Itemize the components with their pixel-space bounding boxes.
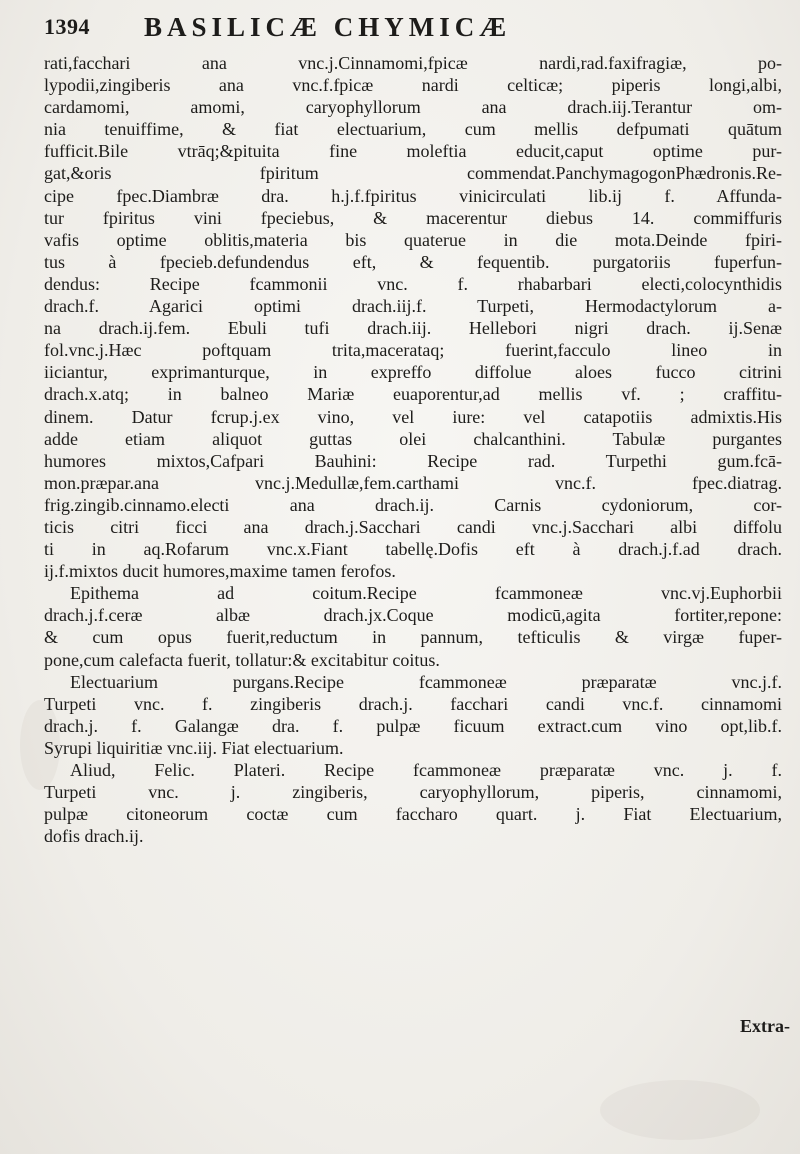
text-line: ti in aq.Rofarum vnc.x.Fiant tabellę.Dofis eft à drach.j.f.ad drach.	[44, 539, 782, 560]
text-line: rati,facchari ana vnc.j.Cinnamomi,fpicæ nardi,rad.faxifragiæ, po-	[44, 53, 782, 73]
text-line: Epithema ad coitum.Recipe fcammoneæ vnc.vj.Euphorbii	[70, 583, 782, 604]
text-line: drach.j.f.ceræ albæ drach.jx.Coque modicū,agita fortiter,repone:	[44, 605, 782, 626]
text-line: tur fpiritus vini fpeciebus, & macerentur diebus 14. commiffuris	[44, 207, 782, 228]
text-line: adde etiam aliquot guttas olei chalcanthini. Tabulæ purgantes	[44, 428, 782, 449]
text-line: dendus: Recipe fcammonii vnc. f. rhabarbari electi,colocynthidis	[44, 273, 782, 294]
text-line: fol.vnc.j.Hæc poftquam trita,macerataq; fuerint,facculo lineo in	[44, 340, 782, 361]
text-line: drach.f. Agarici optimi drach.iij.f. Turpeti, Hermodactylorum a-	[44, 296, 782, 317]
text-line: frig.zingib.cinnamo.electi ana drach.ij. Carnis cydoniorum, cor-	[44, 494, 782, 515]
page-number: 1394	[44, 14, 90, 39]
text-line: lypodii,zingiberis ana vnc.f.fpicæ nardi celticæ; piperis longi,albi,	[44, 75, 782, 96]
text-line: drach.j. f. Galangæ dra. f. pulpæ ficuum extract.cum vino opt,lib.f.	[44, 715, 782, 736]
text-line: tus à fpecieb.defundendus eft, & fequentib. purgatoriis fuperfun-	[44, 251, 782, 272]
text-line: iiciantur, exprimanturque, in expreffo diffolue aloes fucco citrini	[44, 362, 782, 383]
text-line: Syrupi liquiritiæ vnc.iij. Fiat electuarium.	[44, 737, 344, 758]
paper-stain	[600, 1080, 760, 1140]
page-header	[44, 12, 784, 48]
text-line: dofis drach.ij.	[44, 826, 144, 847]
text-line: pone,cum calefacta fuerit, tollatur:& excitabitur coitus.	[44, 649, 440, 670]
text-line: cardamomi, amomi, caryophyllorum ana drach.iij.Terantur om-	[44, 97, 782, 118]
catchword: Extra-	[740, 1016, 790, 1036]
text-line: vafis optime oblitis,materia bis quaterue in die mota.Deinde fpiri-	[44, 229, 782, 250]
text-line: cipe fpec.Diambræ dra. h.j.f.fpiritus vinicirculati lib.ij f. Affunda-	[44, 185, 782, 206]
text-line: gat,&oris fpiritum commendat.PanchymagogonPhædronis.Re-	[44, 163, 782, 184]
text-line: Aliud, Felic. Plateri. Recipe fcammoneæ præparatæ vnc. j. f.	[70, 760, 782, 780]
text-line: Turpeti vnc. f. zingiberis drach.j. facchari candi vnc.f. cinnamomi	[44, 693, 782, 714]
text-line: dinem. Datur fcrup.j.ex vino, vel iure: vel catapotiis admixtis.His	[44, 406, 782, 427]
text-line: drach.x.atq; in balneo Mariæ euaporentur,ad mellis vf. ; craffitu-	[44, 384, 782, 405]
running-title: BASILICÆ CHYMICÆ	[144, 12, 512, 42]
text-line: ij.f.mixtos ducit humores,maxime tamen ferofos.	[44, 561, 396, 582]
text-line: Electuarium purgans.Recipe fcammoneæ præparatæ vnc.j.f.	[70, 671, 782, 692]
text-line: Turpeti vnc. j. zingiberis, caryophyllorum, piperis, cinnamomi,	[44, 782, 782, 803]
text-line: humores mixtos,Cafpari Bauhini: Recipe rad. Turpethi gum.fcā-	[44, 450, 782, 471]
text-line: na drach.ij.fem. Ebuli tufi drach.iij. Hellebori nigri drach. ij.Senæ	[44, 318, 782, 339]
text-line: nia tenuiffime, & fiat electuarium, cum mellis defpumati quātum	[44, 119, 782, 140]
text-line: fufficit.Bile vtrāq;&pituita fine moleftia educit,caput optime pur-	[44, 141, 782, 162]
text-line: ticis citri ficci ana drach.j.Sacchari candi vnc.j.Sacchari albi diffolu	[44, 516, 782, 537]
text-line: mon.præpar.ana vnc.j.Medullæ,fem.carthami vnc.f. fpec.diatrag.	[44, 472, 782, 493]
body-text	[44, 52, 782, 847]
text-line: & cum opus fuerit,reductum in pannum, tefticulis & virgæ fuper-	[44, 627, 782, 648]
text-line: pulpæ citoneorum coctæ cum faccharo quart. j. Fiat Electuarium,	[44, 804, 782, 825]
